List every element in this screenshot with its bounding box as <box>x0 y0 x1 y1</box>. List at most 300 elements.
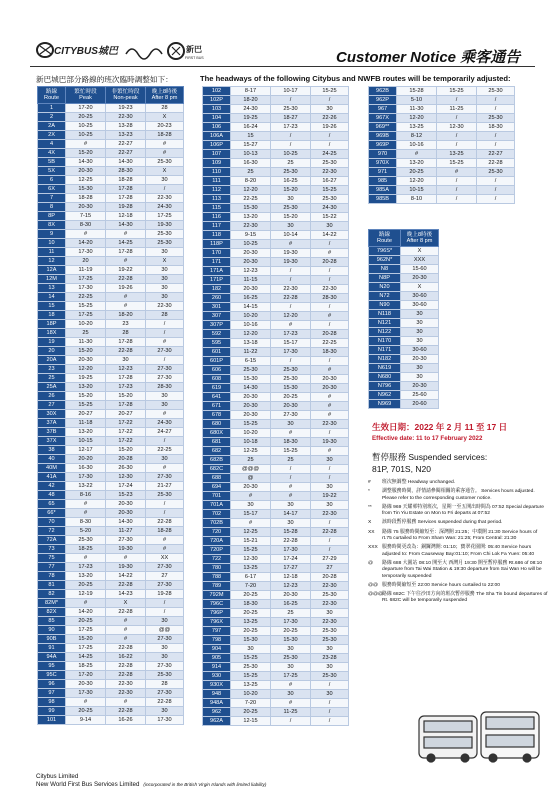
headway-cell: # <box>146 338 184 347</box>
headway-cell: 17-23 <box>271 123 311 132</box>
after8-header: 晚上8時後 After 8 pm <box>401 230 439 247</box>
headway-cell: 25-30 <box>311 636 349 645</box>
route-cell: 595 <box>203 339 231 348</box>
headway-cell: 20-30 <box>311 375 349 384</box>
route-cell: 75 <box>38 554 66 563</box>
route-cell: 4X <box>38 149 66 158</box>
route-cell: 2A <box>38 122 66 131</box>
headway-cell: # <box>271 492 311 501</box>
route-cell: 592 <box>203 330 231 339</box>
headway-cell: 12-18 <box>106 212 146 221</box>
headway-cell: 30 <box>401 337 439 346</box>
headway-cell: 16-30 <box>66 464 106 473</box>
table-row <box>203 222 349 231</box>
headway-cell: 14-25 <box>66 653 106 662</box>
headway-cell: 20-30 <box>271 591 311 600</box>
headway-cell: 19-30 <box>311 438 349 447</box>
headway-cell: 20-25 <box>66 581 106 590</box>
route-cell: 4 <box>38 140 66 149</box>
headway-cell: 15-25 <box>66 401 106 410</box>
headway-cell: # <box>271 429 311 438</box>
table-row <box>203 204 349 213</box>
headway-cell: 22-30 <box>311 600 349 609</box>
headway-cell: 12-20 <box>397 177 437 186</box>
headway-cell: 12-30 <box>106 473 146 482</box>
offpeak-header: 非繁忙時段 Non-peak <box>106 87 146 104</box>
headway-cell: 20-25 <box>231 708 271 717</box>
table-row <box>38 482 184 491</box>
route-cell: 11 <box>38 248 66 257</box>
table-row <box>203 186 349 195</box>
table-row <box>203 465 349 474</box>
route-cell: 115 <box>203 204 231 213</box>
headway-cell: 24-30 <box>146 419 184 428</box>
svg-text:FIRST BUS: FIRST BUS <box>185 56 204 60</box>
headway-cell: 12-25 <box>231 447 271 456</box>
headway-cell: 10-18 <box>231 438 271 447</box>
headway-cell: 18-28 <box>146 527 184 536</box>
headway-cell: 13-20 <box>397 159 437 168</box>
headway-cell: / <box>311 681 349 690</box>
headway-cell: 13-20 <box>66 383 106 392</box>
route-cell: 118P <box>203 240 231 249</box>
headway-cell: 27-30 <box>146 365 184 374</box>
headway-cell: # <box>146 140 184 149</box>
table-row <box>203 168 349 177</box>
headway-cell: 13-25 <box>231 618 271 627</box>
headway-cell: / <box>311 537 349 546</box>
headway-cell: / <box>146 509 184 518</box>
table-header-row <box>369 230 439 247</box>
headway-cell: 30 <box>271 690 311 699</box>
route-cell: 118 <box>203 231 231 240</box>
route-cell: N796 <box>369 382 401 391</box>
headway-cell: / <box>311 708 349 717</box>
headway-cell: 30 <box>146 275 184 284</box>
notice-header <box>0 0 560 72</box>
table-row <box>38 194 184 203</box>
headway-cell: 17-25 <box>66 275 106 284</box>
headway-cell: 13-23 <box>106 131 146 140</box>
table-row <box>203 384 349 393</box>
headway-cell: 14-25 <box>106 239 146 248</box>
table-row <box>38 257 184 266</box>
route-cell: 12M <box>38 275 66 284</box>
route-cell: 681 <box>203 438 231 447</box>
table-row <box>369 373 439 382</box>
headway-cell: 19-30 <box>271 249 311 258</box>
note-text: 路線 688 大圍站 08:10 開至大 西灣月 19:30 開至暫停服務 Rt.686 of 08:10 departure from Tai Wai Station & 19:30 departure from Sai Wan Ho will be temporarily suspended <box>382 560 543 579</box>
route-cell: 671 <box>203 402 231 411</box>
headway-cell: / <box>146 356 184 365</box>
headway-cell: / <box>271 276 311 285</box>
table-row <box>38 608 184 617</box>
route-cell: 789 <box>203 582 231 591</box>
headway-cell: 22-30 <box>106 680 146 689</box>
table-row <box>203 618 349 627</box>
headway-cell: 12-18 <box>271 573 311 582</box>
route-cell: N8 <box>369 265 401 274</box>
headway-cell: / <box>311 546 349 555</box>
headway-cell: 7-15 <box>66 212 106 221</box>
headway-cell: / <box>311 699 349 708</box>
table-row <box>203 303 349 312</box>
headway-cell: 30 <box>401 373 439 382</box>
headway-cell: / <box>271 96 311 105</box>
table-row <box>203 555 349 564</box>
route-cell: 78 <box>38 572 66 581</box>
headway-cell: 30 <box>146 401 184 410</box>
route-cell: 797 <box>203 627 231 636</box>
headway-cell: 18-30 <box>477 123 515 132</box>
headway-cell: / <box>311 429 349 438</box>
headway-cell: 26-30 <box>106 464 146 473</box>
headway-cell: 16-27 <box>311 177 349 186</box>
headway-cell: 24-25 <box>311 150 349 159</box>
headway-cell: 30 <box>146 266 184 275</box>
headway-cell: 17-20 <box>66 671 106 680</box>
route-cell: 182 <box>203 285 231 294</box>
route-cell: 106A <box>203 132 231 141</box>
headway-cell: 15-25 <box>271 447 311 456</box>
table-row <box>203 249 349 258</box>
headway-cell: 12-25 <box>231 528 271 537</box>
route-cell: 2X <box>38 131 66 140</box>
headway-cell: 20-30 <box>271 402 311 411</box>
headway-cell: 22-30 <box>311 420 349 429</box>
headway-cell: 17-30 <box>66 689 106 698</box>
headway-cell: 14-30 <box>106 518 146 527</box>
headway-cell: 11-27 <box>106 527 146 536</box>
headway-cell: 14-30 <box>106 221 146 230</box>
route-cell: 6 <box>38 176 66 185</box>
note-text: 路線 682C 下午往沙田方向的班次暫停服務 The Sha Tin bound departures of Rt. 682C will be temporarily suspended <box>382 592 548 604</box>
headway-cell: # <box>271 483 311 492</box>
headway-cell: 30 <box>311 105 349 114</box>
route-cell: 10 <box>38 239 66 248</box>
headway-cell: 13-25 <box>437 150 477 159</box>
headway-cell: 22-28 <box>106 608 146 617</box>
headway-cell: 25-30 <box>311 672 349 681</box>
headway-cell: 20-25 <box>231 609 271 618</box>
route-cell: 8P <box>38 212 66 221</box>
headway-cell: # <box>146 464 184 473</box>
headway-cell: 25-30 <box>231 663 271 672</box>
headway-cell: 10-16 <box>397 141 437 150</box>
headway-cell: 25-30 <box>66 536 106 545</box>
route-cell: 90B <box>38 635 66 644</box>
route-cell: 680 <box>203 420 231 429</box>
headway-cell: # <box>106 257 146 266</box>
headway-cell: # <box>66 500 106 509</box>
table-row <box>38 203 184 212</box>
headway-cell: 10-13 <box>231 150 271 159</box>
table-row <box>38 239 184 248</box>
headway-cell: / <box>271 717 311 726</box>
headway-cell: 25-30 <box>311 159 349 168</box>
headway-cell: 28 <box>106 329 146 338</box>
headway-cell: 20-30 <box>231 393 271 402</box>
table-row <box>203 699 349 708</box>
route-cell: 260 <box>203 294 231 303</box>
headway-cell: 17-23 <box>271 330 311 339</box>
table-row <box>369 283 439 292</box>
header-divider <box>30 66 535 67</box>
table-row <box>203 492 349 501</box>
table-row <box>369 87 515 96</box>
route-cell: 103 <box>203 105 231 114</box>
headway-cell: 30 <box>271 420 311 429</box>
headway-cell: / <box>477 96 515 105</box>
headway-cell: 17-28 <box>106 194 146 203</box>
table-row <box>369 310 439 319</box>
route-cell: 606 <box>203 366 231 375</box>
table-row <box>203 132 349 141</box>
headway-cell: 11-15 <box>231 276 271 285</box>
table-row <box>203 690 349 699</box>
table-row <box>203 366 349 375</box>
table-row <box>203 285 349 294</box>
table-row <box>38 410 184 419</box>
headway-cell: 15-17 <box>231 510 271 519</box>
headway-cell: / <box>477 177 515 186</box>
headway-cell: 19-22 <box>106 266 146 275</box>
headway-cell: 16-30 <box>231 159 271 168</box>
headway-cell: X <box>146 167 184 176</box>
route-cell: 8 <box>38 203 66 212</box>
table-row <box>369 150 515 159</box>
headway-cell: / <box>271 267 311 276</box>
table-row <box>203 123 349 132</box>
headway-cell: 15-30 <box>66 185 106 194</box>
headway-cell: 6-15 <box>231 357 271 366</box>
headway-cell: 25-30 <box>477 87 515 96</box>
headway-cell: 17-23 <box>66 563 106 572</box>
headway-cell: 30 <box>271 645 311 654</box>
route-cell: 641 <box>203 393 231 402</box>
headway-cell: / <box>146 599 184 608</box>
headway-cell: 20-30 <box>401 355 439 364</box>
headway-cell: 18-30 <box>271 438 311 447</box>
headway-cell: 14-30 <box>231 384 271 393</box>
headway-cell: 24-30 <box>231 105 271 114</box>
route-cell: 930X <box>203 681 231 690</box>
table-row <box>38 185 184 194</box>
note-text: 班次無調整 Headway unchanged. <box>382 480 456 485</box>
headway-cell: 10-20 <box>231 429 271 438</box>
route-cell: 14 <box>38 293 66 302</box>
table-row <box>203 537 349 546</box>
headway-cell: 15-25 <box>231 420 271 429</box>
headway-cell: / <box>311 132 349 141</box>
table-row <box>203 600 349 609</box>
headway-cell: / <box>311 96 349 105</box>
table-row <box>38 113 184 122</box>
headway-cell: 22-28 <box>106 707 146 716</box>
headway-cell: / <box>146 608 184 617</box>
headway-cell: 20-23 <box>146 122 184 131</box>
table-row <box>369 391 439 400</box>
headway-cell: 8-30 <box>66 518 106 527</box>
headway-cell: # <box>66 599 106 608</box>
note-item <box>368 592 548 605</box>
headway-cell: 10-25 <box>66 131 106 140</box>
note-symbol: # <box>368 480 371 485</box>
headway-cell: 13-20 <box>231 213 271 222</box>
footer-company-1: Citybus Limited <box>36 773 79 780</box>
route-cell: 969** <box>369 123 397 132</box>
headway-cell: 20-30 <box>231 285 271 294</box>
headway-cell: 30-60 <box>401 292 439 301</box>
table-row <box>38 374 184 383</box>
table-row <box>203 339 349 348</box>
headway-cell: 30 <box>271 195 311 204</box>
table-row <box>203 474 349 483</box>
route-cell: 788 <box>203 573 231 582</box>
headway-cell: 22-28 <box>106 662 146 671</box>
headway-cell: # <box>106 617 146 626</box>
route-cell: 962B <box>369 87 397 96</box>
route-cell: 688 <box>203 474 231 483</box>
route-cell: N121 <box>369 319 401 328</box>
route-cell: 82 <box>38 590 66 599</box>
headway-cell: 12-30 <box>437 123 477 132</box>
headway-cell: 20-25 <box>66 113 106 122</box>
headway-cell: 17-27 <box>271 564 311 573</box>
route-cell: 20A <box>38 356 66 365</box>
route-cell: 5B <box>38 158 66 167</box>
headway-cell: / <box>311 276 349 285</box>
headway-cell: XXX <box>401 256 439 265</box>
headway-cell: / <box>271 465 311 474</box>
table-row <box>38 527 184 536</box>
headway-cell: 30 <box>146 284 184 293</box>
route-cell: 780 <box>203 564 231 573</box>
headway-cell: 8-16 <box>66 491 106 500</box>
headway-cell: 12-19 <box>66 590 106 599</box>
route-cell: N20 <box>369 283 401 292</box>
table-row <box>38 347 184 356</box>
headway-cell: 15 <box>231 132 271 141</box>
headway-cell: 10-25 <box>66 122 106 131</box>
route-cell: 6X <box>38 185 66 194</box>
table-row <box>203 456 349 465</box>
table-row <box>203 438 349 447</box>
table-row <box>203 483 349 492</box>
headway-cell: 25 <box>231 456 271 465</box>
headway-cell: 11-22 <box>231 348 271 357</box>
route-cell: 40M <box>38 464 66 473</box>
intro-text <box>36 74 556 85</box>
headway-cell: # <box>106 698 146 707</box>
route-cell: 701A <box>203 501 231 510</box>
route-cell: 948A <box>203 699 231 708</box>
svg-text:新巴: 新巴 <box>186 45 202 54</box>
note-text: 調整服務時間，詳情請參閱相關的乘客通告。 Services hours adjusted. Please refer to the corresponding customer notice. <box>382 489 535 501</box>
headway-cell: # <box>271 321 311 330</box>
legend-notes <box>368 480 548 608</box>
headway-cell: 22-25 <box>66 293 106 302</box>
headway-cell: 13-20 <box>66 428 106 437</box>
table-row <box>203 195 349 204</box>
table-row <box>203 420 349 429</box>
headway-cell: 20-28 <box>106 455 146 464</box>
route-cell: 106P <box>203 141 231 150</box>
table-row <box>38 230 184 239</box>
table-row <box>203 663 349 672</box>
table-row <box>203 654 349 663</box>
route-cell: 969B <box>369 132 397 141</box>
route-cell: 30X <box>38 410 66 419</box>
note-symbol: @@ <box>368 582 378 588</box>
route-cell: 91 <box>38 644 66 653</box>
route-cell: 702 <box>203 510 231 519</box>
route-header: 路線 Route <box>38 87 66 104</box>
headway-cell: 20-30 <box>66 680 106 689</box>
headway-cell: 22-30 <box>311 582 349 591</box>
headway-cell: # <box>397 150 437 159</box>
note-text: 路線 75 服務時間縮短至：深灣開 21:25；中環開 21:30 Service hours of rt.75 curtailed to From Sham Wan: 21:25; From Central: 21:30 <box>382 529 538 542</box>
headway-cell: 27-30 <box>146 473 184 482</box>
headway-cell: 19-26 <box>311 123 349 132</box>
route-cell: 796P <box>203 609 231 618</box>
suspended-routes: 81P, 701S, N20 <box>372 464 431 474</box>
route-cell: 914 <box>203 663 231 672</box>
table-row <box>38 131 184 140</box>
headway-cell: 30 <box>271 663 311 672</box>
table-row <box>369 355 439 364</box>
headway-cell: 30 <box>146 653 184 662</box>
headway-cell: 20-30 <box>106 500 146 509</box>
table-row <box>203 294 349 303</box>
headway-cell: 10-20 <box>66 320 106 329</box>
route-cell: 42 <box>38 482 66 491</box>
route-cell: 701 <box>203 492 231 501</box>
headway-cell: 22-30 <box>311 285 349 294</box>
table-row <box>203 672 349 681</box>
table-row <box>203 357 349 366</box>
headway-cell: 25-30 <box>271 375 311 384</box>
route-cell: 18X <box>38 329 66 338</box>
intro-zh: 新巴城巴部分路線的班次臨時調整如下： <box>36 75 173 84</box>
route-cell: 678 <box>203 411 231 420</box>
route-cell: 722 <box>203 555 231 564</box>
headway-cell: 27-30 <box>146 374 184 383</box>
table-row <box>38 554 184 563</box>
headway-cell: 14-20 <box>66 608 106 617</box>
table-row <box>38 473 184 482</box>
headway-cell: / <box>146 320 184 329</box>
headway-cell: 17-28 <box>106 401 146 410</box>
headway-cell: 30 <box>271 222 311 231</box>
table-row <box>38 311 184 320</box>
headway-cell: 15-22 <box>311 213 349 222</box>
headway-cell: 19-22 <box>311 492 349 501</box>
headway-cell: 10-15 <box>66 437 106 446</box>
headway-cell: 12-15 <box>231 717 271 726</box>
headway-cell: 20-30 <box>231 483 271 492</box>
headway-cell: 14-17 <box>271 510 311 519</box>
table-row <box>203 510 349 519</box>
route-cell: 38 <box>38 446 66 455</box>
table-row <box>38 644 184 653</box>
headway-cell: 27-30 <box>106 536 146 545</box>
headway-cell: 25-30 <box>146 230 184 239</box>
effective-date <box>372 421 542 442</box>
route-cell: 967 <box>369 105 397 114</box>
headway-cell: 17-22 <box>106 419 146 428</box>
route-cell: 101 <box>38 716 66 725</box>
